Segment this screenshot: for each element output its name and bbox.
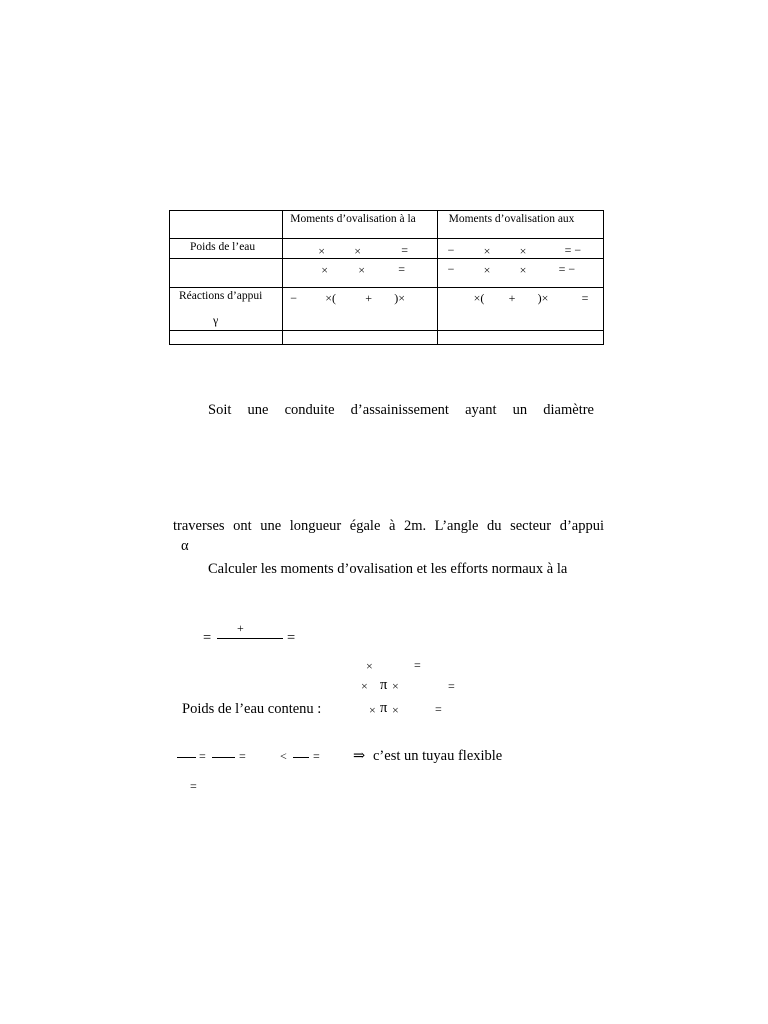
- equals-symbol: =: [448, 679, 455, 693]
- times-symbol: ×: [392, 679, 399, 693]
- pi-symbol: π: [380, 700, 388, 716]
- row-col3-cell: [437, 288, 603, 331]
- gamma-symbol: γ: [213, 313, 219, 327]
- minus-symbol: −: [290, 291, 298, 305]
- times-symbol: ×: [392, 703, 399, 717]
- header-col3-label: Moments d’ovalisation aux: [448, 213, 575, 225]
- alpha-symbol: α: [181, 538, 189, 554]
- row-label-cell: [170, 239, 283, 259]
- paragraph-line-3: Calculer les moments d’ovalisation et les efforts normaux à la: [208, 561, 568, 577]
- row-col3-cell: [437, 239, 603, 259]
- header-cell-empty: [170, 211, 283, 239]
- equals-symbol: =: [401, 243, 409, 257]
- equals-symbol: =: [239, 749, 246, 763]
- less-than-symbol: <: [280, 749, 287, 763]
- equals-minus-symbol: = −: [558, 262, 576, 276]
- times-symbol: ×: [321, 263, 329, 277]
- implies-symbol: ⇒: [353, 748, 366, 764]
- paragraph-line-1: Soit une conduite d’assainissement ayant un diamètre: [208, 402, 594, 418]
- equals-symbol: =: [398, 262, 406, 276]
- times-symbol: ×: [358, 263, 366, 277]
- row-label-cell: [170, 331, 283, 345]
- paragraph-line-2: traverses ont une longueur égale à 2m. L’angle du secteur d’appui: [173, 518, 604, 534]
- row-col2-cell: [283, 239, 437, 259]
- fraction-plus: +: [237, 621, 244, 635]
- poids-label: Poids de l’eau contenu :: [182, 701, 322, 717]
- times-symbol: ×: [361, 679, 368, 693]
- fraction-bar: [293, 757, 309, 758]
- row-label: Poids de l’eau: [190, 241, 256, 253]
- pi-symbol: π: [380, 677, 388, 693]
- flexible-conclusion: c’est un tuyau flexible: [373, 748, 503, 764]
- equals-symbol: =: [414, 658, 421, 672]
- fraction-equals-2: =: [287, 630, 296, 646]
- row-col2-cell: [283, 259, 437, 288]
- fraction-bar: [217, 638, 283, 639]
- fraction-equals-1: =: [203, 630, 212, 646]
- minus-symbol: −: [447, 262, 455, 276]
- times-symbol: ×: [318, 244, 326, 258]
- minus-symbol: −: [447, 243, 455, 257]
- header-col2-label: Moments d’ovalisation à la: [290, 213, 416, 225]
- row-col3-cell: [437, 259, 603, 288]
- times-symbol: ×: [519, 244, 527, 258]
- times-symbol: ×: [369, 703, 376, 717]
- times-paren-symbol: ×(: [325, 291, 337, 305]
- table-row: [170, 259, 604, 288]
- table-row: [170, 331, 604, 345]
- equals-symbol: =: [581, 291, 589, 305]
- times-symbol: ×: [483, 263, 491, 277]
- times-symbol: ×: [354, 244, 362, 258]
- row-col2-cell: [283, 331, 437, 345]
- times-paren-symbol: ×(: [473, 291, 485, 305]
- row-label-cell: [170, 259, 283, 288]
- plus-symbol: +: [508, 291, 516, 305]
- row-col2-cell: [283, 288, 437, 331]
- equals-symbol: =: [199, 749, 206, 763]
- equals-symbol: =: [313, 749, 320, 763]
- fraction-bar: [177, 757, 196, 758]
- times-symbol: ×: [519, 263, 527, 277]
- equals-minus-symbol: = −: [564, 243, 582, 257]
- times-symbol: ×: [483, 244, 491, 258]
- fraction-bar: [212, 757, 235, 758]
- row-label-cell: [170, 288, 283, 331]
- table-header-row: [170, 211, 604, 239]
- table-row: [170, 239, 604, 259]
- plus-symbol: +: [365, 291, 373, 305]
- row-col3-cell: [437, 331, 603, 345]
- moments-table: [169, 210, 604, 345]
- table-row: [170, 288, 604, 331]
- equals-symbol: =: [435, 702, 442, 716]
- header-cell-col2: [283, 211, 437, 239]
- paren-times-symbol: )×: [394, 291, 406, 305]
- times-symbol: ×: [366, 659, 373, 673]
- equals-symbol: =: [190, 779, 197, 793]
- row-label: Réactions d’appui: [179, 290, 263, 302]
- header-cell-col3: [437, 211, 603, 239]
- paren-times-symbol: )×: [537, 291, 549, 305]
